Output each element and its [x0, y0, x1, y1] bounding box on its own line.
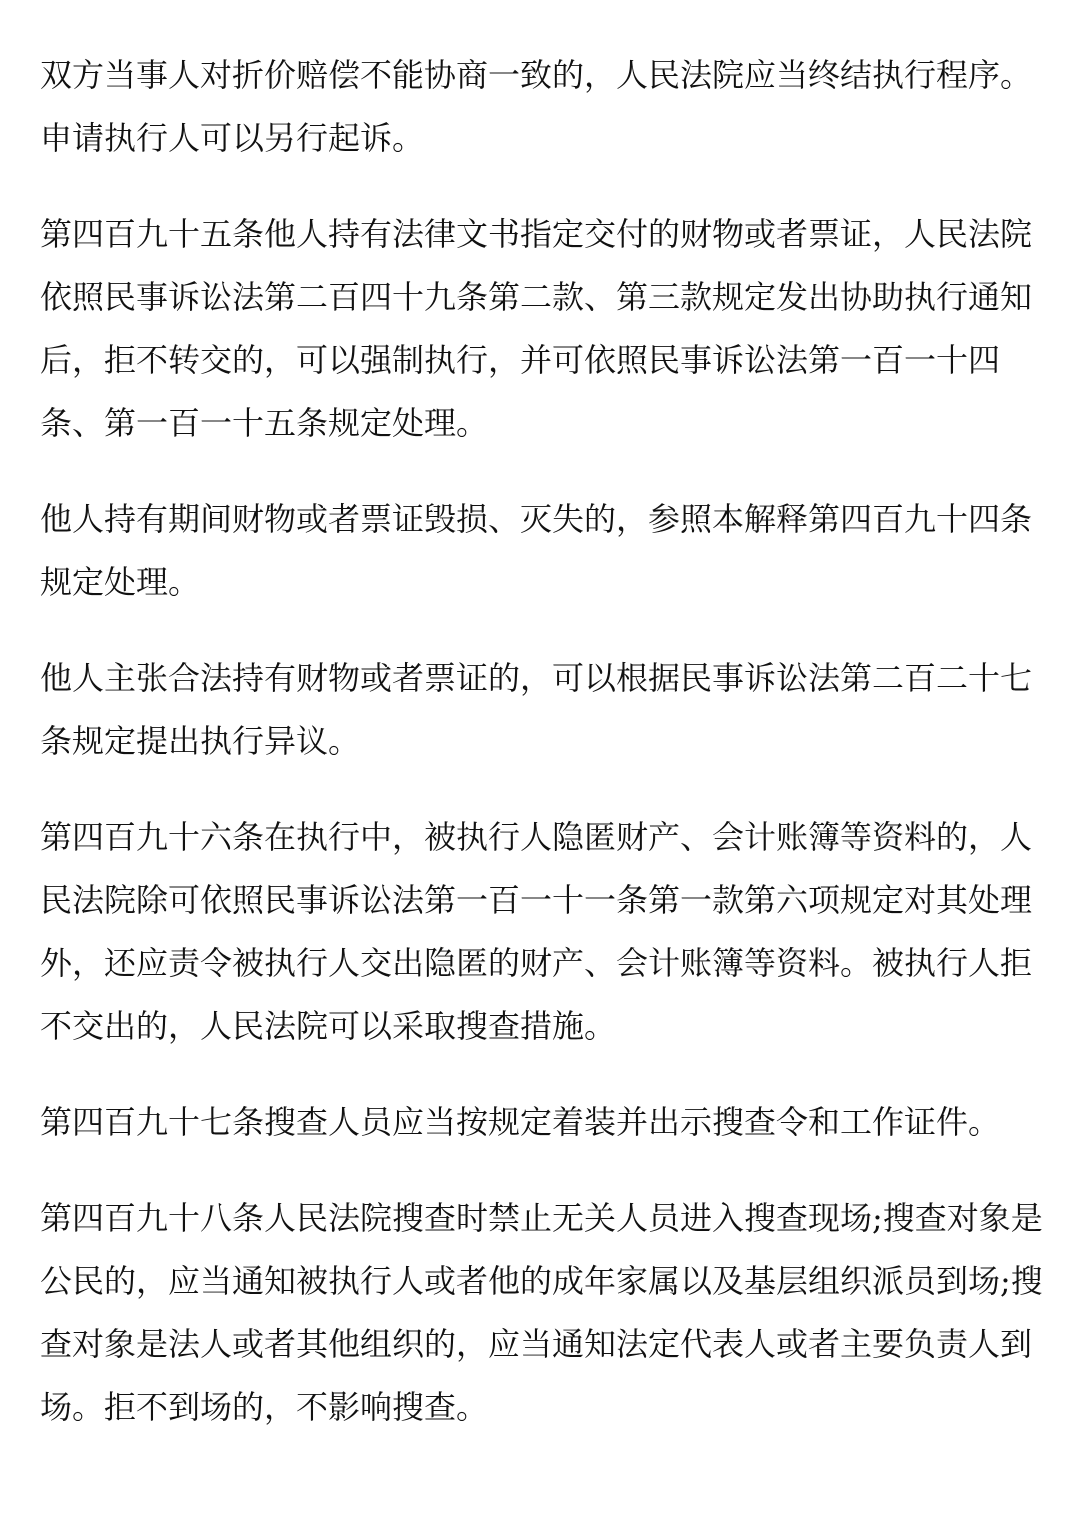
paragraph-article-495: 第四百九十五条他人持有法律文书指定交付的财物或者票证，人民法院依照民事诉讼法第二百四十九条第二款、第三款规定发出协助执行通知后，拒不转交的，可以强制执行，并可依照民事诉讼法第一百一十四条、第一百一十五条规定处理。	[40, 215, 1033, 442]
paragraph-article-498: 第四百九十八条人民法院搜查时禁止无关人员进入搜查现场;搜查对象是公民的，应当通知被执行人或者他的成年家属以及基层组织派员到场;搜查对象是法人或者其他组织的，应当通知法定代表人或者主要负责人到场。拒不到场的，不影响搜查。	[40, 1199, 1043, 1426]
paragraph-article-497: 第四百九十七条搜查人员应当按规定着装并出示搜查令和工作证件。	[40, 1103, 1001, 1141]
paragraph-article-496: 第四百九十六条在执行中，被执行人隐匿财产、会计账簿等资料的，人民法院除可依照民事诉讼法第一百一十一条第一款第六项规定对其处理外，还应责令被执行人交出隐匿的财产、会计账簿等资料。被执行人拒不交出的，人民法院可以采取搜查措施。	[40, 818, 1033, 1045]
paragraph-termination: 双方当事人对折价赔偿不能协商一致的，人民法院应当终结执行程序。申请执行人可以另行起诉。	[40, 56, 1033, 157]
paragraph-lawful-possession: 他人主张合法持有财物或者票证的，可以根据民事诉讼法第二百二十七条规定提出执行异议。	[40, 659, 1033, 760]
paragraph-damage-loss: 他人持有期间财物或者票证毁损、灭失的，参照本解释第四百九十四条规定处理。	[40, 500, 1033, 601]
